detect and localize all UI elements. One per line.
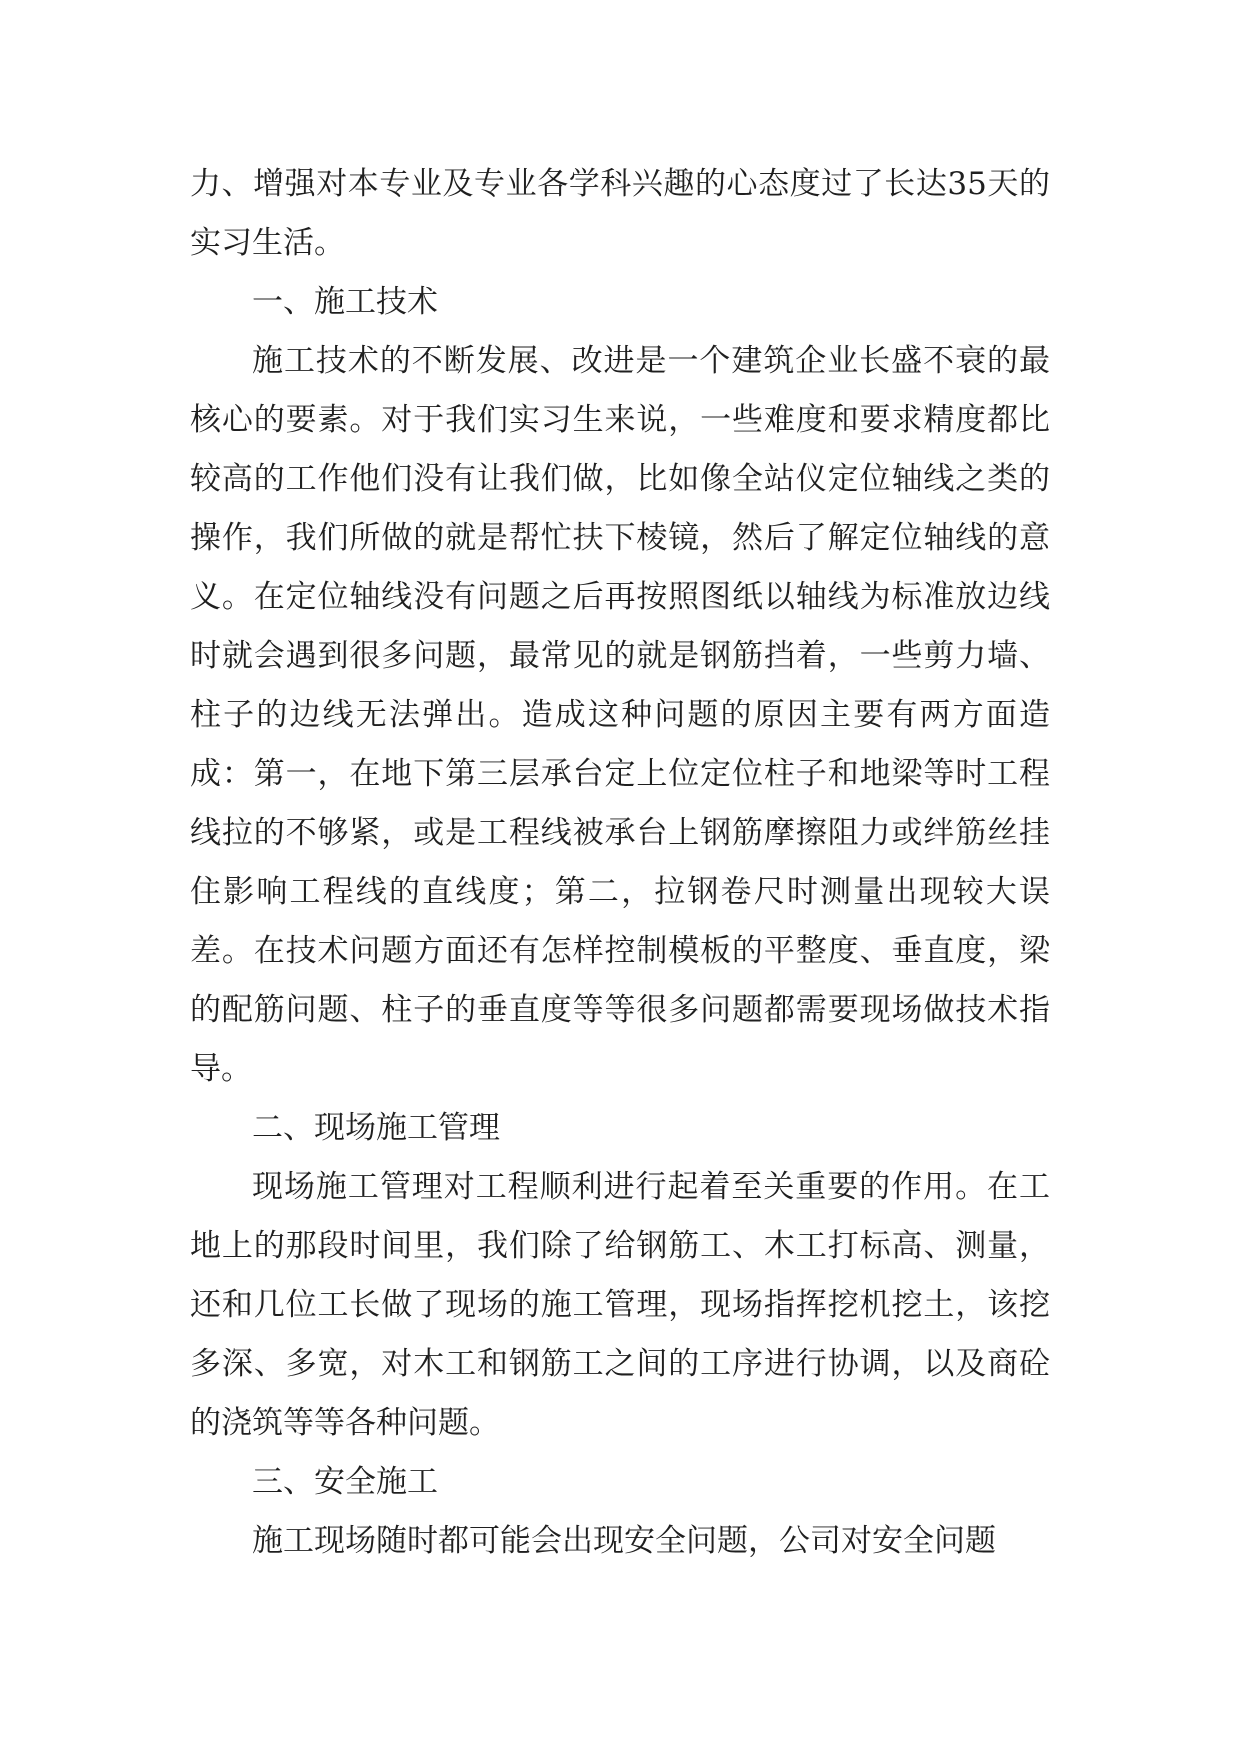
paragraph-safe-construction: 施工现场随时都可能会出现安全问题，公司对安全问题 <box>252 1523 996 1559</box>
paragraph-continuation: 力、增强对本专业及专业各学科兴趣的心态度过了长达35天的实习生活。 <box>190 166 1050 261</box>
section-heading-construction-technology: 一、施工技术 <box>252 284 438 320</box>
section-heading-site-management: 二、现场施工管理 <box>252 1110 500 1146</box>
paragraph-construction-technology: 施工技术的不断发展、改进是一个建筑企业长盛不衰的最核心的要素。对于我们实习生来说，一些难度和要求精度都比较高的工作他们没有让我们做，比如像全站仪定位轴线之类的操作，我们所做的就是帮忙扶下棱镜，然后了解定位轴线的意义。在定位轴线没有问题之后再按照图纸以轴线为标准放边线时就会遇到很多问题，最常见的就是钢筋挡着，一些剪力墙、柱子的边线无法弹出。造成这种问题的原因主要有两方面造成：第一，在地下第三层承台定上位定位柱子和地梁等时工程线拉的不够紧，或是工程线被承台上钢筋摩擦阻力或绊筋丝挂住影响工程线的直线度；第二，拉钢卷尺时测量出现较大误差。在技术问题方面还有怎样控制模板的平整度、垂直度，梁的配筋问题、柱子的垂直度等等很多问题都需要现场做技术指导。 <box>190 343 1050 1087</box>
paragraph-site-management: 现场施工管理对工程顺利进行起着至关重要的作用。在工地上的那段时间里，我们除了给钢筋工、木工打标高、测量，还和几位工长做了现场的施工管理，现场指挥挖机挖土，该挖多深、多宽，对木工和钢筋工之间的工序进行协调，以及商砼的浇筑等等各种问题。 <box>190 1169 1050 1441</box>
section-heading-safe-construction: 三、安全施工 <box>252 1464 438 1500</box>
document-body <box>190 155 1050 1571</box>
